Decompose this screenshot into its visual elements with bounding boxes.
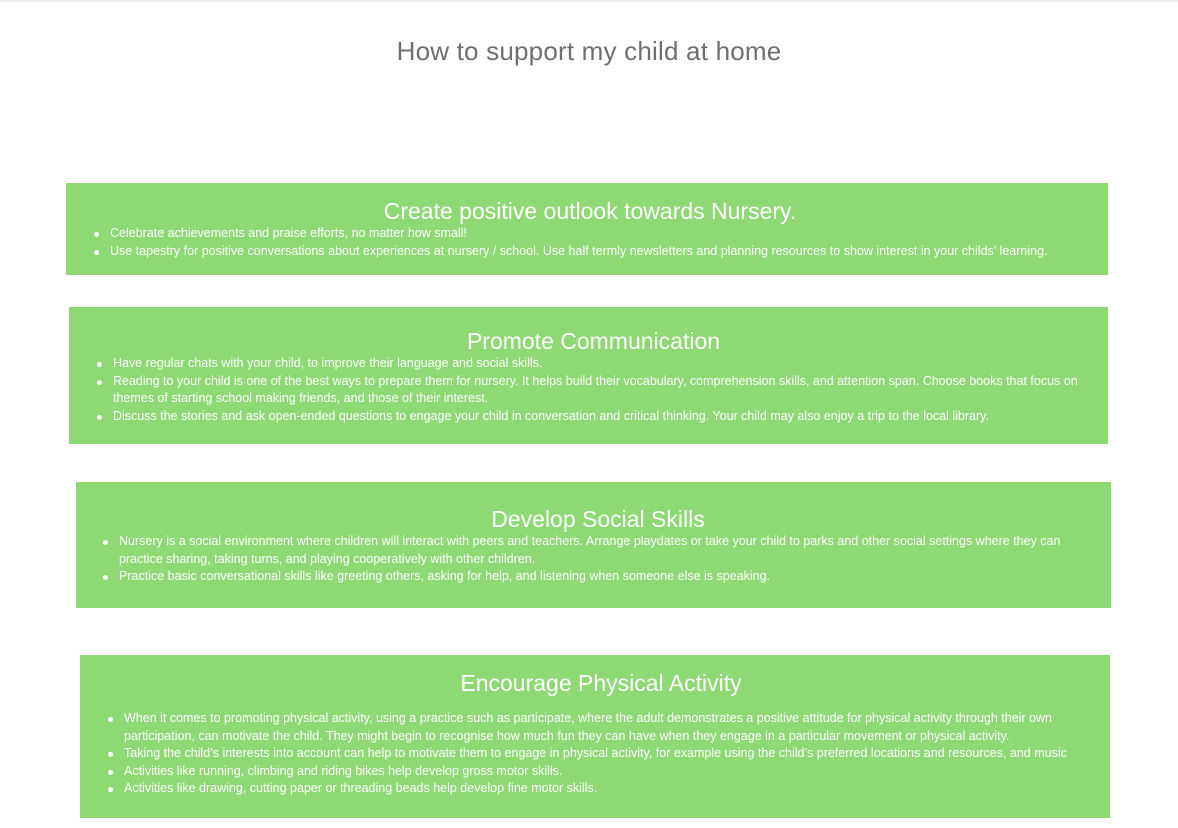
list-item: Celebrate achievements and praise efforts, no matter how small! bbox=[92, 225, 1088, 243]
list-item: Discuss the stories and ask open-ended questions to engage your child in conversation and critical thinking. Your child may also enjoy a trip to the local library. bbox=[95, 408, 1092, 426]
list-item: Use tapestry for positive conversations about experiences at nursery / school. Use half termly newsletters and planning resources to show interest in your childs’ learning. bbox=[92, 243, 1088, 261]
section-physical-activity bbox=[80, 655, 1110, 818]
list-item: Practice basic conversational skills like greeting others, asking for help, and listening when someone else is speaking. bbox=[101, 568, 1095, 586]
bullet-list bbox=[95, 355, 1092, 425]
page-title: How to support my child at home bbox=[396, 36, 782, 66]
list-item: Taking the child’s interests into account can help to motivate them to engage in physical activity, for example using the child’s preferred locations and resources, and music bbox=[106, 745, 1096, 763]
section-heading: Develop Social Skills bbox=[491, 506, 705, 532]
list-item: Reading to your child is one of the best ways to prepare them for nursery. It helps build their vocabulary, comprehension skills, and attention span. Choose books that focus on themes of starting school making friends, and those of their interest. bbox=[95, 373, 1092, 408]
list-item: Activities like running, climbing and riding bikes help develop gross motor skills. bbox=[106, 763, 1096, 781]
list-item: Have regular chats with your child, to improve their language and social skills. bbox=[95, 355, 1092, 373]
section-communication bbox=[69, 307, 1108, 444]
top-divider bbox=[0, 0, 1178, 2]
section-heading: Create positive outlook towards Nursery. bbox=[383, 198, 797, 224]
list-item: Nursery is a social environment where children will interact with peers and teachers. Arrange playdates or take your child to parks and other social settings where they can practice sharing, taking turns, and playing cooperatively with other children. bbox=[101, 533, 1095, 568]
bullet-list bbox=[106, 710, 1096, 798]
section-social-skills bbox=[76, 482, 1111, 608]
list-item: Activities like drawing, cutting paper or threading beads help develop fine motor skills. bbox=[106, 780, 1096, 798]
list-item: When it comes to promoting physical activity, using a practice such as participate, where the adult demonstrates a positive attitude for physical activity through their own participation, can motivate the child. They might begin to recognise how much fun they can have when they engage in a particular movement or physical activity. bbox=[106, 710, 1096, 745]
bullet-list bbox=[92, 225, 1088, 260]
section-heading: Encourage Physical Activity bbox=[460, 670, 742, 696]
section-positive-outlook bbox=[66, 183, 1108, 275]
bullet-list bbox=[101, 533, 1095, 586]
section-heading: Promote Communication bbox=[466, 328, 721, 354]
